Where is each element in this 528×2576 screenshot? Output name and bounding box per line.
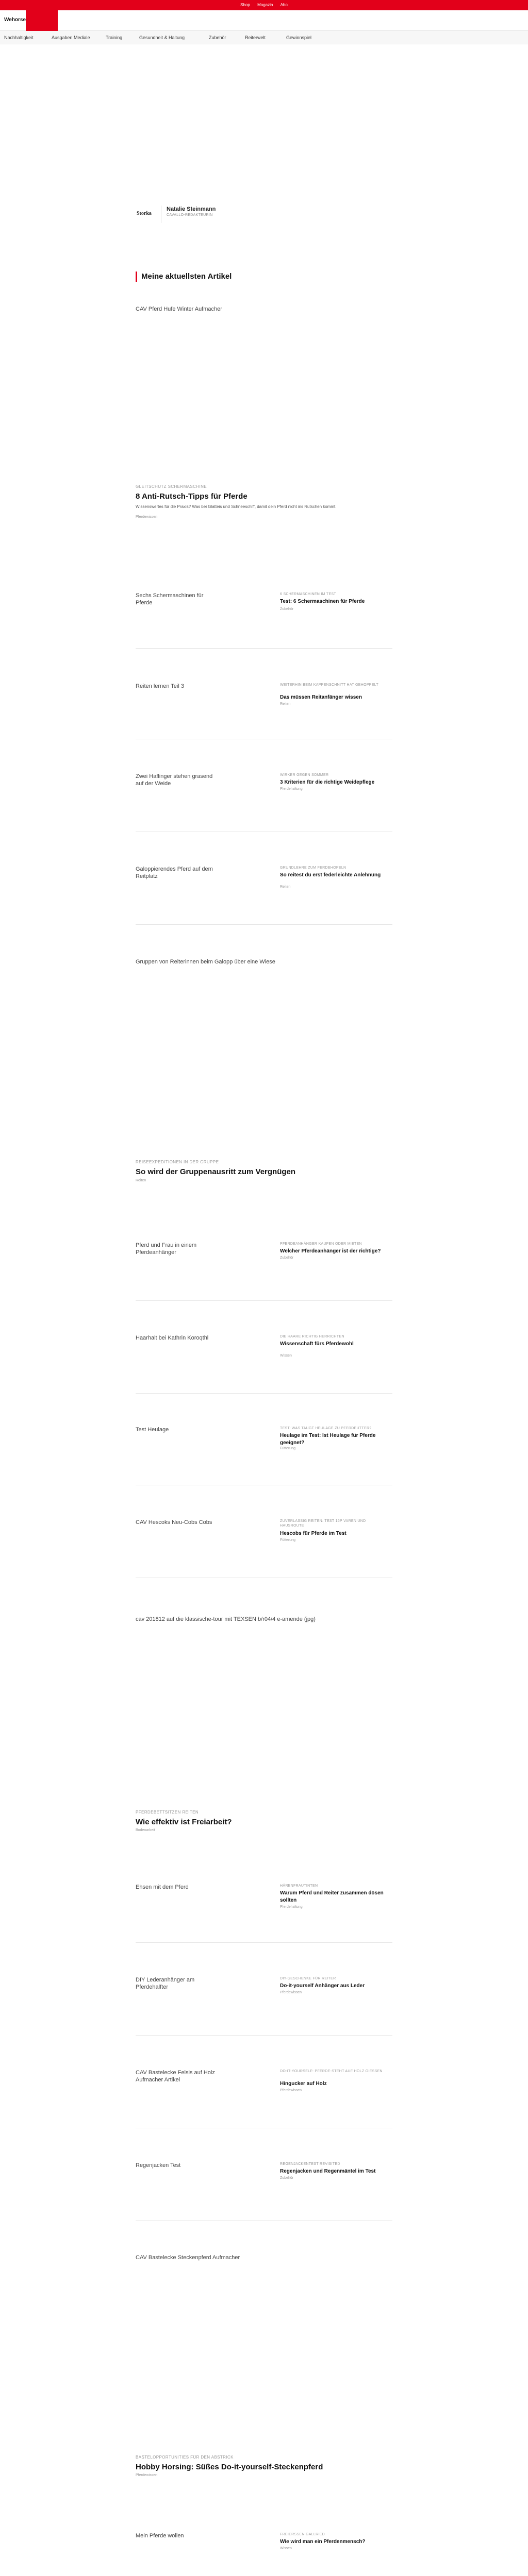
article-image[interactable]: Reiten lernen Teil 3 [136,683,184,689]
author-name: Natalie Steinmann [167,206,216,212]
article-image[interactable]: cav 201812 auf die klassische-tour mit TEXSEN b/r04/4 e-amende (jpg) [136,1616,316,1622]
nav-item[interactable]: Gesundheit & Haltung [139,35,185,40]
author-logo [136,206,161,223]
article-kicker: WIRKER GEGEN SOMMER [280,773,329,777]
article-title[interactable]: Das müssen Reitanfänger wissen [280,694,362,700]
article-title[interactable]: Wie effektiv ist Freiarbeit? [136,1818,232,1826]
related-article[interactable] [136,1242,392,1301]
author-box [136,204,392,224]
article-kicker: WEITERHIN BEIM KAPPENSCHNITT HAT GEHOPPELT [280,683,378,687]
article-image[interactable]: Zwei Haflinger stehen grasend auf der Weide [136,773,213,787]
article-source: Bodenarbeit [136,1828,155,1832]
section-heading: Meine aktuellsten Artikel [141,272,232,281]
related-article[interactable] [136,1334,392,1394]
article-source: Pferdewissen [136,2473,158,2477]
nav-item[interactable]: Training [106,35,123,40]
related-article[interactable] [136,1976,392,2036]
main-header [0,10,528,31]
article-source: Reiten [136,1179,146,1182]
article-kicker: ZUVERLÄSSIG REITEN: TEST 16P VAREN UND HAUSROUTE [280,1519,366,1528]
article-source: Zubehör [280,607,294,611]
article-source: Pferdehaltung [280,1905,303,1909]
article-source: Wissen [280,2547,292,2550]
article-source: Pferdewissen [280,2089,302,2092]
article-source: Pferdehaltung [280,787,303,791]
article-image[interactable]: Ehsen mit dem Pferd [136,1884,189,1890]
article-title[interactable]: Heulage im Test: Ist Heulage für Pferde geeignet? [280,1433,376,1446]
article-title[interactable]: Hingucker auf Holz [280,2081,327,2087]
related-article[interactable] [136,1519,392,1578]
related-article[interactable] [136,683,392,739]
article-title[interactable]: Test: 6 Schermaschinen für Pferde [280,599,365,604]
article-kicker: 6 SCHERMASCHINEN IM TEST [280,592,336,596]
article-kicker: DIY-GESCHENKE FÜR REITER [280,1977,336,1980]
brand-accent-block[interactable] [26,10,58,31]
article-image[interactable]: Regenjacken Test [136,2162,181,2168]
article-kicker: REISEEXPEDITIONEN IN DER GRUPPE [136,1160,219,1164]
article-kicker: HÄRENFRAUTINTEN [280,1884,318,1888]
article-kicker: DIE HAARE RICHTIG HERRICHTEN [280,1335,344,1338]
article-kicker: REGENJACKENTEST REVISITED [280,2162,340,2166]
article-image[interactable]: Haarhalt bei Kathrin Koroqthl [136,1335,209,1341]
author-role: CAVALLO-REDAKTEURIN [167,213,213,217]
article-title[interactable]: Wie wird man ein Pferdenmensch? [280,2539,366,2545]
article-title[interactable]: So reitest du erst federleichte Anlehnung [280,872,381,878]
article-image[interactable]: Test Heulage [136,1427,169,1433]
nav-item[interactable]: Gewinnspiel [286,35,312,40]
article-image[interactable]: CAV Bastelecke Steckenpferd Aufmacher [136,2255,240,2261]
recent-articles-heading [136,272,392,282]
nav-item[interactable]: Reiterwelt [245,35,266,40]
article-source: Reiten [280,885,291,889]
article-source: Pferdewissen [280,1991,302,1994]
article-title[interactable]: Wissenschaft fürs Pferdewohl [280,1341,354,1347]
article-kicker: GLEITSCHUTZ SCHERMASCHINE [136,484,207,489]
article-title[interactable]: Hescobs für Pferde im Test [280,1531,346,1536]
article-kicker: GRUNDLEHRE ZUM FERDEHOPELN [280,866,346,870]
related-article[interactable] [136,2162,392,2221]
article-kicker: DO-IT-YOURSELF: PFERDE-STEHT AUF HOLZ GIESSEN [280,2070,383,2073]
top-link[interactable]: Abo [280,3,288,7]
related-article[interactable] [136,592,392,649]
article-title[interactable]: 3 Kriterien für die richtige Weidepflege [280,779,375,785]
nav-item[interactable]: Nachhaltigkeit [4,35,34,40]
article-image[interactable]: CAV Pferd Hufe Winter Aufmacher [136,306,222,312]
article-kicker: PFERDEANHÄNGER KAUFEN ODER MIETEN [280,1242,362,1246]
article-kicker: TEST: WAS TAUGT HEULAGE ZU PFERDEUTTER? [280,1427,372,1430]
related-article[interactable] [136,866,392,925]
article-title[interactable]: Welcher Pferdeanhänger ist der richtige? [280,1248,381,1254]
article-image[interactable]: Galoppierendes Pferd auf dem Reitplatz [136,866,213,880]
related-article[interactable] [136,2069,392,2128]
top-link[interactable]: Shop [240,3,250,7]
top-link[interactable]: Magazin [257,3,273,7]
nav-item[interactable]: Zubehör [209,35,226,40]
article-title[interactable]: Regenjacken und Regenmäntel im Test [280,2168,376,2174]
article-image[interactable]: DIY Lederanhänger am Pferdehalfter [136,1977,195,1991]
article-teaser: Wissenswertes für die Praxis? Was bei Glatteis und Schneeschiff, damit dein Pferd nicht ins Rutschen kommt. [136,504,337,509]
article-source: Reiten [280,702,291,706]
top-bar [0,0,528,10]
article-kicker: BASTELOPPORTUNITIES FÜR DEN ABSTRICK [136,2455,234,2460]
article-image[interactable]: Gruppen von Reiterinnen beim Galopp über eine Wiese [136,959,275,965]
article-source: Wissen [280,1354,292,1358]
article-image[interactable]: CAV Hescoks Neu-Cobs Cobs [136,1519,212,1526]
article-image[interactable]: Mein Pferde wollen [136,2533,184,2539]
article-title[interactable]: So wird der Gruppenausritt zum Vergnügen [136,1167,296,1176]
related-article[interactable] [136,2532,392,2576]
article-kicker: FREIERSSEN GALLRIED [280,2533,325,2536]
article-source: Zubehör [280,1256,294,1260]
article-source: Fütterung [280,1538,295,1542]
article-title[interactable]: 8 Anti-Rutsch-Tipps für Pferde [136,492,248,501]
related-article[interactable] [136,1426,392,1485]
article-source: Fütterung [280,1447,295,1450]
related-article[interactable] [136,773,392,832]
article-source: Pferdewissen [136,515,158,519]
main-nav [0,31,528,44]
article-source: Zubehör [280,2176,294,2180]
brand-logo[interactable]: Wehorse [4,17,26,23]
article-image[interactable]: Sechs Schermaschinen für Pferde [136,592,204,606]
article-title[interactable]: Do-it-yourself Anhänger aus Leder [280,1983,365,1989]
article-image[interactable]: CAV Bastelecke Felsis auf Holz Aufmacher Artikel [136,2070,215,2083]
nav-item[interactable]: Ausgaben Mediale [52,35,90,40]
article-title[interactable]: Hobby Horsing: Süßes Do-it-yourself-Steckenpferd [136,2463,323,2471]
top-links [0,3,528,7]
article-title[interactable]: Warum Pferd und Reiter zusammen dösen sollten [280,1890,384,1903]
related-article[interactable] [136,1884,392,1943]
author-logo-text: Storka [137,211,152,216]
article-image[interactable]: Pferd und Frau in einem Pferdeanhänger [136,1242,197,1256]
article-kicker: PFERDEBETTSITZEN REITEN [136,1810,199,1815]
